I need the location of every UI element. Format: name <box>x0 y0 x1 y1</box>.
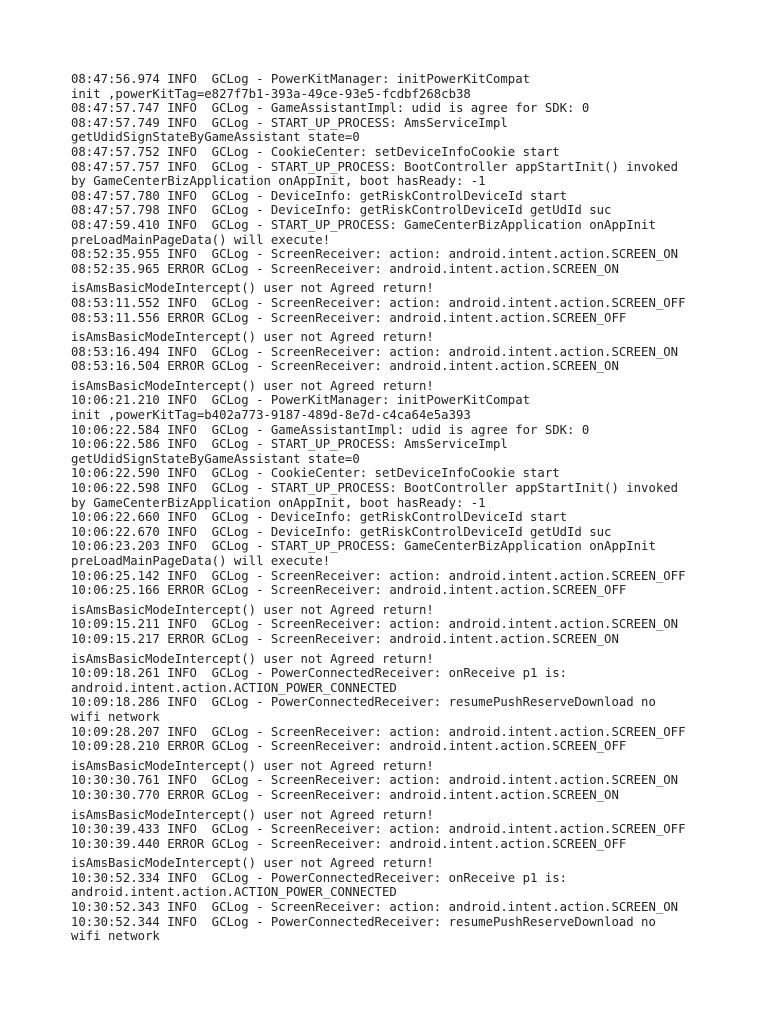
log-line: 08:47:57.780 INFO GCLog - DeviceInfo: getRiskControlDeviceId start <box>71 188 568 203</box>
log-line: 10:09:18.286 INFO GCLog - PowerConnectedReceiver: resumePushReserveDownload no <box>71 695 656 710</box>
log-line: android.intent.action.ACTION_POWER_CONNECTED <box>71 885 397 900</box>
log-line: 10:06:22.586 INFO GCLog - START_UP_PROCESS: AmsServiceImpl <box>71 437 508 452</box>
log-line: init ,powerKitTag=e827f7b1-393a-49ce-93e5-fcdbf268cb38 <box>71 86 471 101</box>
log-line: preLoadMainPageData() will execute! <box>71 232 331 247</box>
log-line: 08:47:57.749 INFO GCLog - START_UP_PROCESS: AmsServiceImpl <box>71 115 508 130</box>
log-document <box>71 72 751 944</box>
log-line: 10:06:21.210 INFO GCLog - PowerKitManager: initPowerKitCompat <box>71 393 531 408</box>
log-line: 10:06:22.598 INFO GCLog - START_UP_PROCESS: BootController appStartInit() invoked <box>71 481 679 496</box>
log-line: 10:06:25.166 ERROR GCLog - ScreenReceiver: android.intent.action.SCREEN_OFF <box>71 583 627 598</box>
log-line: isAmsBasicModeIntercept() user not Agreed return! <box>71 758 434 773</box>
log-line: 10:30:52.343 INFO GCLog - ScreenReceiver: action: android.intent.action.SCREEN_ON <box>71 900 679 915</box>
log-line: isAmsBasicModeIntercept() user not Agreed return! <box>71 807 434 822</box>
log-line: isAmsBasicModeIntercept() user not Agreed return! <box>71 378 434 393</box>
log-line: 08:47:57.757 INFO GCLog - START_UP_PROCESS: BootController appStartInit() invoked <box>71 159 679 174</box>
log-line: init ,powerKitTag=b402a773-9187-489d-8e7d-c4ca64e5a393 <box>71 408 471 423</box>
log-line: by GameCenterBizApplication onAppInit, boot hasReady: -1 <box>71 495 486 510</box>
log-line: isAmsBasicModeIntercept() user not Agreed return! <box>71 651 434 666</box>
log-line: isAmsBasicModeIntercept() user not Agreed return! <box>71 602 434 617</box>
log-line: 10:09:28.210 ERROR GCLog - ScreenReceiver: android.intent.action.SCREEN_OFF <box>71 739 627 754</box>
log-line: 10:06:22.590 INFO GCLog - CookieCenter: setDeviceInfoCookie start <box>71 466 560 481</box>
log-line: 08:52:35.965 ERROR GCLog - ScreenReceiver: android.intent.action.SCREEN_ON <box>71 261 619 276</box>
log-line: 10:06:22.584 INFO GCLog - GameAssistantImpl: udid is agree for SDK: 0 <box>71 422 590 437</box>
log-line: 10:30:39.433 INFO GCLog - ScreenReceiver: action: android.intent.action.SCREEN_OFF <box>71 822 686 837</box>
log-line: by GameCenterBizApplication onAppInit, boot hasReady: -1 <box>71 174 486 189</box>
log-line: 10:30:30.761 INFO GCLog - ScreenReceiver: action: android.intent.action.SCREEN_ON <box>71 773 679 788</box>
log-line: android.intent.action.ACTION_POWER_CONNECTED <box>71 680 397 695</box>
log-line: 10:30:52.334 INFO GCLog - PowerConnectedReceiver: onReceive p1 is: <box>71 870 568 885</box>
log-line: isAmsBasicModeIntercept() user not Agreed return! <box>71 856 434 871</box>
log-line: 10:30:30.770 ERROR GCLog - ScreenReceiver: android.intent.action.SCREEN_ON <box>71 787 619 802</box>
log-line: preLoadMainPageData() will execute! <box>71 554 331 568</box>
log-line: 10:09:15.217 ERROR GCLog - ScreenReceiver: android.intent.action.SCREEN_ON <box>71 631 619 646</box>
log-line: 08:53:16.504 ERROR GCLog - ScreenReceiver: android.intent.action.SCREEN_ON <box>71 359 619 374</box>
log-line: 10:09:15.211 INFO GCLog - ScreenReceiver: action: android.intent.action.SCREEN_ON <box>71 617 679 632</box>
log-line: 08:47:57.798 INFO GCLog - DeviceInfo: getRiskControlDeviceId getUdId suc <box>71 203 612 218</box>
log-line: 10:30:52.344 INFO GCLog - PowerConnectedReceiver: resumePushReserveDownload no <box>71 914 656 929</box>
log-line: 08:53:11.556 ERROR GCLog - ScreenReceiver: android.intent.action.SCREEN_OFF <box>71 310 627 325</box>
log-line: getUdidSignStateByGameAssistant state=0 <box>71 130 360 145</box>
log-line: 10:06:22.660 INFO GCLog - DeviceInfo: getRiskControlDeviceId start <box>71 510 568 525</box>
log-line: getUdidSignStateByGameAssistant state=0 <box>71 451 360 466</box>
log-line: 10:09:28.207 INFO GCLog - ScreenReceiver: action: android.intent.action.SCREEN_OFF <box>71 724 686 739</box>
log-line: 10:06:23.203 INFO GCLog - START_UP_PROCESS: GameCenterBizApplication onAppInit <box>71 539 656 554</box>
log-line: 10:30:39.440 ERROR GCLog - ScreenReceiver: android.intent.action.SCREEN_OFF <box>71 836 627 851</box>
log-line: 08:47:56.974 INFO GCLog - PowerKitManager: initPowerKitCompat <box>71 72 531 86</box>
log-line: 10:06:22.670 INFO GCLog - DeviceInfo: getRiskControlDeviceId getUdId suc <box>71 524 612 539</box>
log-line: isAmsBasicModeIntercept() user not Agreed return! <box>71 281 434 296</box>
log-line: 08:53:11.552 INFO GCLog - ScreenReceiver: action: android.intent.action.SCREEN_OFF <box>71 295 686 310</box>
log-line: wifi network <box>71 709 160 724</box>
log-line: 08:47:57.752 INFO GCLog - CookieCenter: setDeviceInfoCookie start <box>71 144 560 159</box>
log-line: 08:47:59.410 INFO GCLog - START_UP_PROCESS: GameCenterBizApplication onAppInit <box>71 217 656 232</box>
log-line: 08:47:57.747 INFO GCLog - GameAssistantImpl: udid is agree for SDK: 0 <box>71 101 590 116</box>
log-line: 08:53:16.494 INFO GCLog - ScreenReceiver: action: android.intent.action.SCREEN_ON <box>71 344 679 359</box>
log-line: wifi network <box>71 929 160 944</box>
log-line: 08:52:35.955 INFO GCLog - ScreenReceiver: action: android.intent.action.SCREEN_ON <box>71 247 679 262</box>
log-line: isAmsBasicModeIntercept() user not Agreed return! <box>71 330 434 345</box>
log-line: 10:06:25.142 INFO GCLog - ScreenReceiver: action: android.intent.action.SCREEN_OFF <box>71 568 686 583</box>
log-line: 10:09:18.261 INFO GCLog - PowerConnectedReceiver: onReceive p1 is: <box>71 666 568 681</box>
